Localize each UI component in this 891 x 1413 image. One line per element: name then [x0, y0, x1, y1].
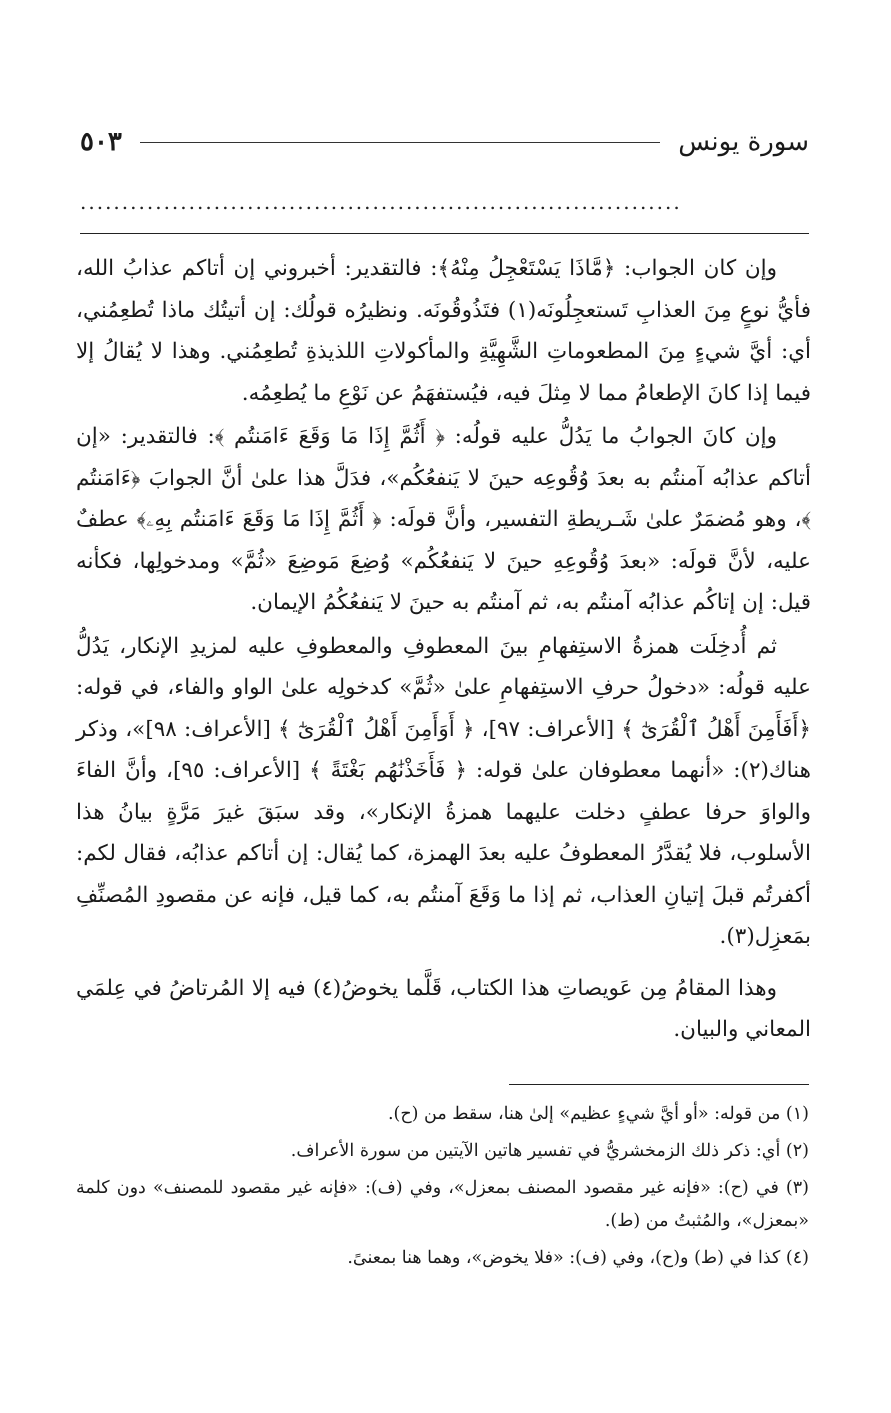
paragraph: وإن كانَ الجوابُ ما يَدُلُّ عليه قولُه: ﴿ أَثُمَّ إِذَا مَا وَقَعَ ءَامَنتُم ﴾: فالتقدير: «إن أتاكم عذابُه آمنتُم به بعدَ وُقُوعِه حينَ لا يَنفعُكُم»، فدَلَّ هذا علىٰ أنَّ الجوابَ ﴿ءَامَنتُم ﴾، وهو مُضمَرٌ علىٰ شَـريطةِ التفسير، وأنَّ قولَه: ﴿ أَثُمَّ إِذَا مَا وَقَعَ ءَامَنتُم بِهِۦ﴾ عطفٌ عليه، لأنَّ قولَه: «بعدَ وُقُوعِهِ حينَ لا يَنفعُكُم» وُضِعَ مَوضِعَ «ثُمَّ» ومدخولِها، فكأنه قيل: إن إتاكُم عذابُه آمنتُم به، ثم آمنتُم به حينَ لا يَنفعُكُمُ الإيمان.	[76, 424, 811, 615]
footnote-1: (١) من قوله: «أو أيَّ شيءٍ عظيم» إلىٰ هنا، سقط من (ح).	[387, 1104, 809, 1124]
footnotes	[76, 1098, 809, 1279]
main-text	[76, 248, 811, 1053]
paragraph: وهذا المقامُ مِن عَويصاتِ هذا الكتاب، قَلَّما يخوضُ(٤) فيه إلا المُرتاضُ في عِلمَي المعاني والبيان.	[76, 975, 811, 1042]
footnote-2: (٢) أي: ذكر ذلك الزمخشريُّ في تفسير هاتين الآيتين من سورة الأعراف.	[290, 1141, 809, 1161]
header-rule	[140, 142, 660, 143]
paragraph: وإن كان الجواب: ﴿مَّاذَا يَسْتَعْجِلُ مِنْهُ﴾: فالتقدير: أخبروني إن أتاكم عذابُ الله، فأيُّ نوعٍ مِنَ العذابِ تَستعجِلُونَه(١) فتَذُوقُونَه. ونظيرُه قولُك: إن أتيتُك ماذا تُطعِمُني، أي: أيَّ شيءٍ مِنَ المطعوماتِ الشَّهِيَّةِ والمأكولاتِ اللذيذةِ تُطعِمُني. وهذا لا يُقالُ إلا فيما إذا كانَ الإطعامُ مما لا مِثلَ فيه، فيُستفهَمُ عن نَوْعِ ما يُطعِمُه.	[76, 256, 811, 406]
paragraph: ثم أُدخِلَت همزةُ الاستِفهامِ بينَ المعطوفِ والمعطوفِ عليه لمزيدِ الإنكار، يَدُلُّ عليه قولُه: «دخولُ حرفِ الاستِفهامِ علىٰ «ثُمَّ» كدخولِه علىٰ الواو والفاء، في قوله: ﴿أَفَأَمِنَ أَهْلُ ٱلْقُرَىٰٓ ﴾ [الأعراف: ٩٧]، ﴿ أَوَأَمِنَ أَهْلُ ٱلْقُرَىٰٓ ﴾ [الأعراف: ٩٨]»، وذكر هناك(٢): «أنهما معطوفان علىٰ قوله: ﴿ فَأَخَذْنَٰهُم بَغْتَةً ﴾ [الأعراف: ٩٥]، وأنَّ الفاءَ والواوَ حرفا عطفٍ دخلت عليهما همزةُ الإنكار»، وقد سبَقَ غيرَ مَرَّةٍ بيانُ هذا الأسلوب، فلا يُقدَّرُ المعطوفُ عليه بعدَ الهمزة، كما يُقال: إن أتاكم عذابُه، فقال لكم: أكفرتُم قبلَ إتيانِ العذاب، ثم إذا ما وَقَعَ آمنتُم به، كما قيل، فإنه عن مقصودِ المُصنِّفِ بمَعزِل(٣).	[76, 633, 811, 949]
footnote-divider	[509, 1084, 809, 1085]
running-header	[80, 122, 809, 162]
surah-title: سورة يونس	[678, 127, 809, 157]
page-number: ٥٠٣	[80, 127, 122, 157]
top-divider	[80, 233, 809, 234]
footnote-4: (٤) كذا في (ط) و(ح)، وفي (ف): «فلا يخوض»، وهما هنا بمعنىً.	[347, 1248, 809, 1268]
separator-dots: ........................................................................	[80, 190, 682, 214]
footnote-3: (٣) في (ح): «فإنه غير مقصود المصنف بمعزل»، وفي (ف): «فإنه غير مقصود للمصنف» دون كلمة «بمعزل»، والمُثبتُ من (ط).	[76, 1178, 809, 1231]
